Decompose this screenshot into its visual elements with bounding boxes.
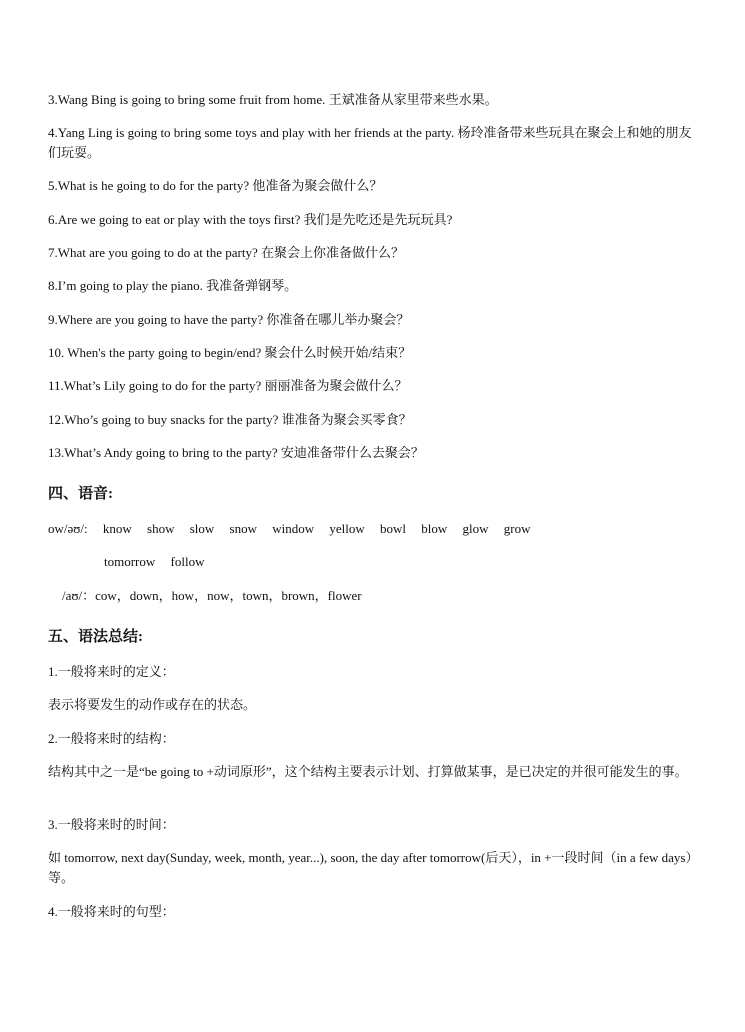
- grammar-item-2-title: 2.一般将来时的结构：: [48, 731, 175, 746]
- grammar-item-4-title: 4.一般将来时的句型：: [48, 904, 175, 919]
- phonetics-au-line: /aʊ/：cow，down，how，now，town，brown，flower: [62, 588, 362, 603]
- sentence-4: 4.Yang Ling is going to bring some toys and play with her friends at the party. 杨玲准备带来些玩具在聚会上和她的朋友们玩耍。: [48, 125, 692, 160]
- sentence-11: 11.What’s Lily going to do for the party? 丽丽准备为聚会做什么？: [48, 378, 408, 393]
- sentence-3: 3.Wang Bing is going to bring some fruit from home. 王斌准备从家里带来些水果。: [48, 92, 498, 107]
- sentence-12: 12.Who’s going to buy snacks for the party? 谁准备为聚会买零食？: [48, 412, 412, 427]
- sentence-13: 13.What’s Andy going to bring to the party? 安迪准备带什么去聚会？: [48, 445, 424, 460]
- section-heading-grammar: 五、语法总结:: [48, 629, 143, 645]
- grammar-item-1-title: 1.一般将来时的定义：: [48, 664, 175, 679]
- sentence-5: 5.What is he going to do for the party? 他准备为聚会做什么？: [48, 178, 383, 193]
- section-heading-phonetics: 四、语音:: [48, 486, 113, 502]
- sentence-10: 10. When's the party going to begin/end? 聚会什么时候开始/结束？: [48, 345, 412, 360]
- grammar-item-3-text: 如 tomorrow, next day(Sunday, week, month, year...), soon, the day after tomorrow(后天），in +一段时间（in a few days）等。: [48, 850, 699, 885]
- grammar-item-3-title: 3.一般将来时的时间：: [48, 817, 175, 832]
- sentence-6: 6.Are we going to eat or play with the toys first? 我们是先吃还是先玩玩具?: [48, 212, 453, 227]
- sentence-8: 8.I’m going to play the piano. 我准备弹钢琴。: [48, 278, 298, 293]
- phonetics-ow-line: ow/əʊ/: know show slow snow window yellow bowl blow glow grow: [48, 521, 531, 536]
- grammar-item-2-text: 结构其中之一是“be going to +动词原形”，这个结构主要表示计划、打算做某事，是已决定的并很可能发生的事。: [48, 764, 688, 779]
- phonetics-ow-line-2: tomorrow follow: [104, 554, 205, 569]
- sentence-7: 7.What are you going to do at the party? 在聚会上你准备做什么？: [48, 245, 404, 260]
- grammar-item-1-text: 表示将要发生的动作或存在的状态。: [48, 697, 257, 712]
- sentence-9: 9.Where are you going to have the party? 你准备在哪儿举办聚会？: [48, 312, 410, 327]
